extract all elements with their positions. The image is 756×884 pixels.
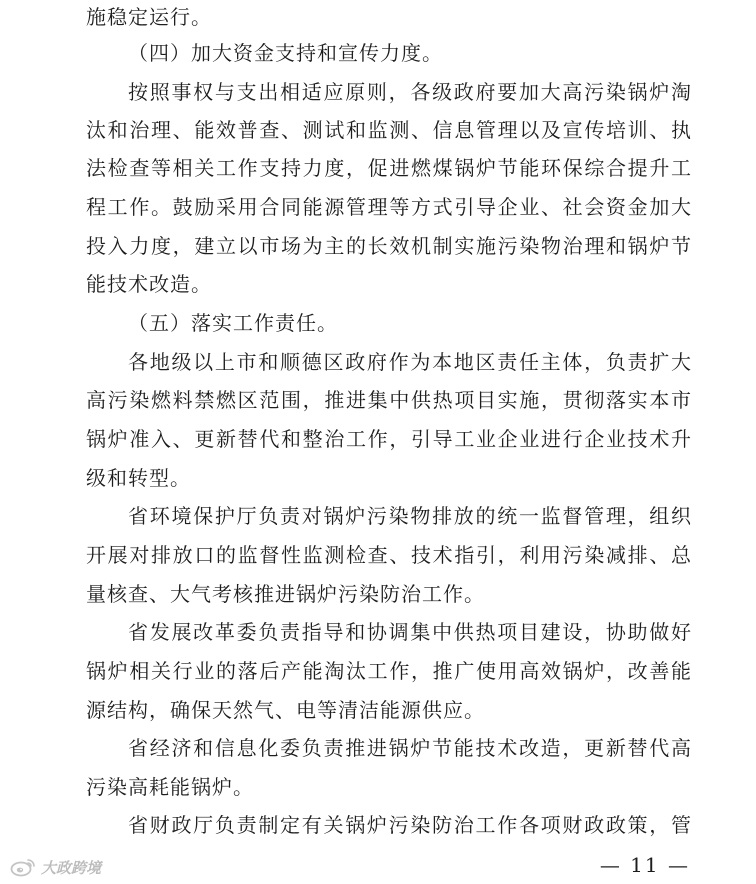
text-line: 汰和治理、能效普查、测试和监测、信息管理以及宣传培训、执	[86, 118, 692, 142]
text-line: 投入力度，建立以市场为主的长效机制实施污染物治理和锅炉节	[86, 234, 692, 258]
section-heading: （四）加大资金支持和宣传力度。	[128, 41, 443, 65]
text-line: 各地级以上市和顺德区政府作为本地区责任主体，负责扩大	[128, 350, 692, 374]
text-line: 开展对排放口的监督性监测检查、技术指引，利用污染减排、总	[86, 543, 692, 567]
text-line: 污染高耗能锅炉。	[86, 775, 254, 799]
watermark-text: 大政跨境	[41, 858, 102, 877]
section-heading: （五）落实工作责任。	[128, 311, 338, 335]
text-line: 能技术改造。	[86, 272, 212, 296]
text-line: 程工作。鼓励采用合同能源管理等方式引导企业、社会资金加大	[86, 195, 692, 219]
text-line: 源结构，确保天然气、电等清洁能源供应。	[86, 698, 485, 722]
text-line: 高污染燃料禁燃区范围，推进集中供热项目实施，贯彻落实本市	[86, 388, 692, 412]
text-line: 级和转型。	[86, 466, 191, 490]
watermark	[10, 856, 101, 878]
weibo-icon	[10, 857, 36, 877]
text-line: 按照事权与支出相适应原则，各级政府要加大高污染锅炉淘	[128, 80, 692, 104]
text-line: 省发展改革委负责指导和协调集中供热项目建设，协助做好	[128, 620, 692, 644]
text-line: 锅炉准入、更新替代和整治工作，引导工业企业进行企业技术升	[86, 427, 692, 451]
page-number: — 11 —	[599, 853, 690, 877]
text-line: 省财政厅负责制定有关锅炉污染防治工作各项财政政策，管	[128, 813, 692, 837]
text-line: 锅炉相关行业的落后产能淘汰工作，推广使用高效锅炉，改善能	[86, 659, 692, 683]
text-line: 法检查等相关工作支持力度，促进燃煤锅炉节能环保综合提升工	[86, 156, 692, 180]
text-line: 施稳定运行。	[86, 5, 212, 29]
text-line: 省经济和信息化委负责推进锅炉节能技术改造，更新替代高	[128, 736, 692, 760]
text-line: 量核查、大气考核推进锅炉污染防治工作。	[86, 582, 485, 606]
text-line: 省环境保护厅负责对锅炉污染物排放的统一监督管理，组织	[128, 504, 692, 528]
